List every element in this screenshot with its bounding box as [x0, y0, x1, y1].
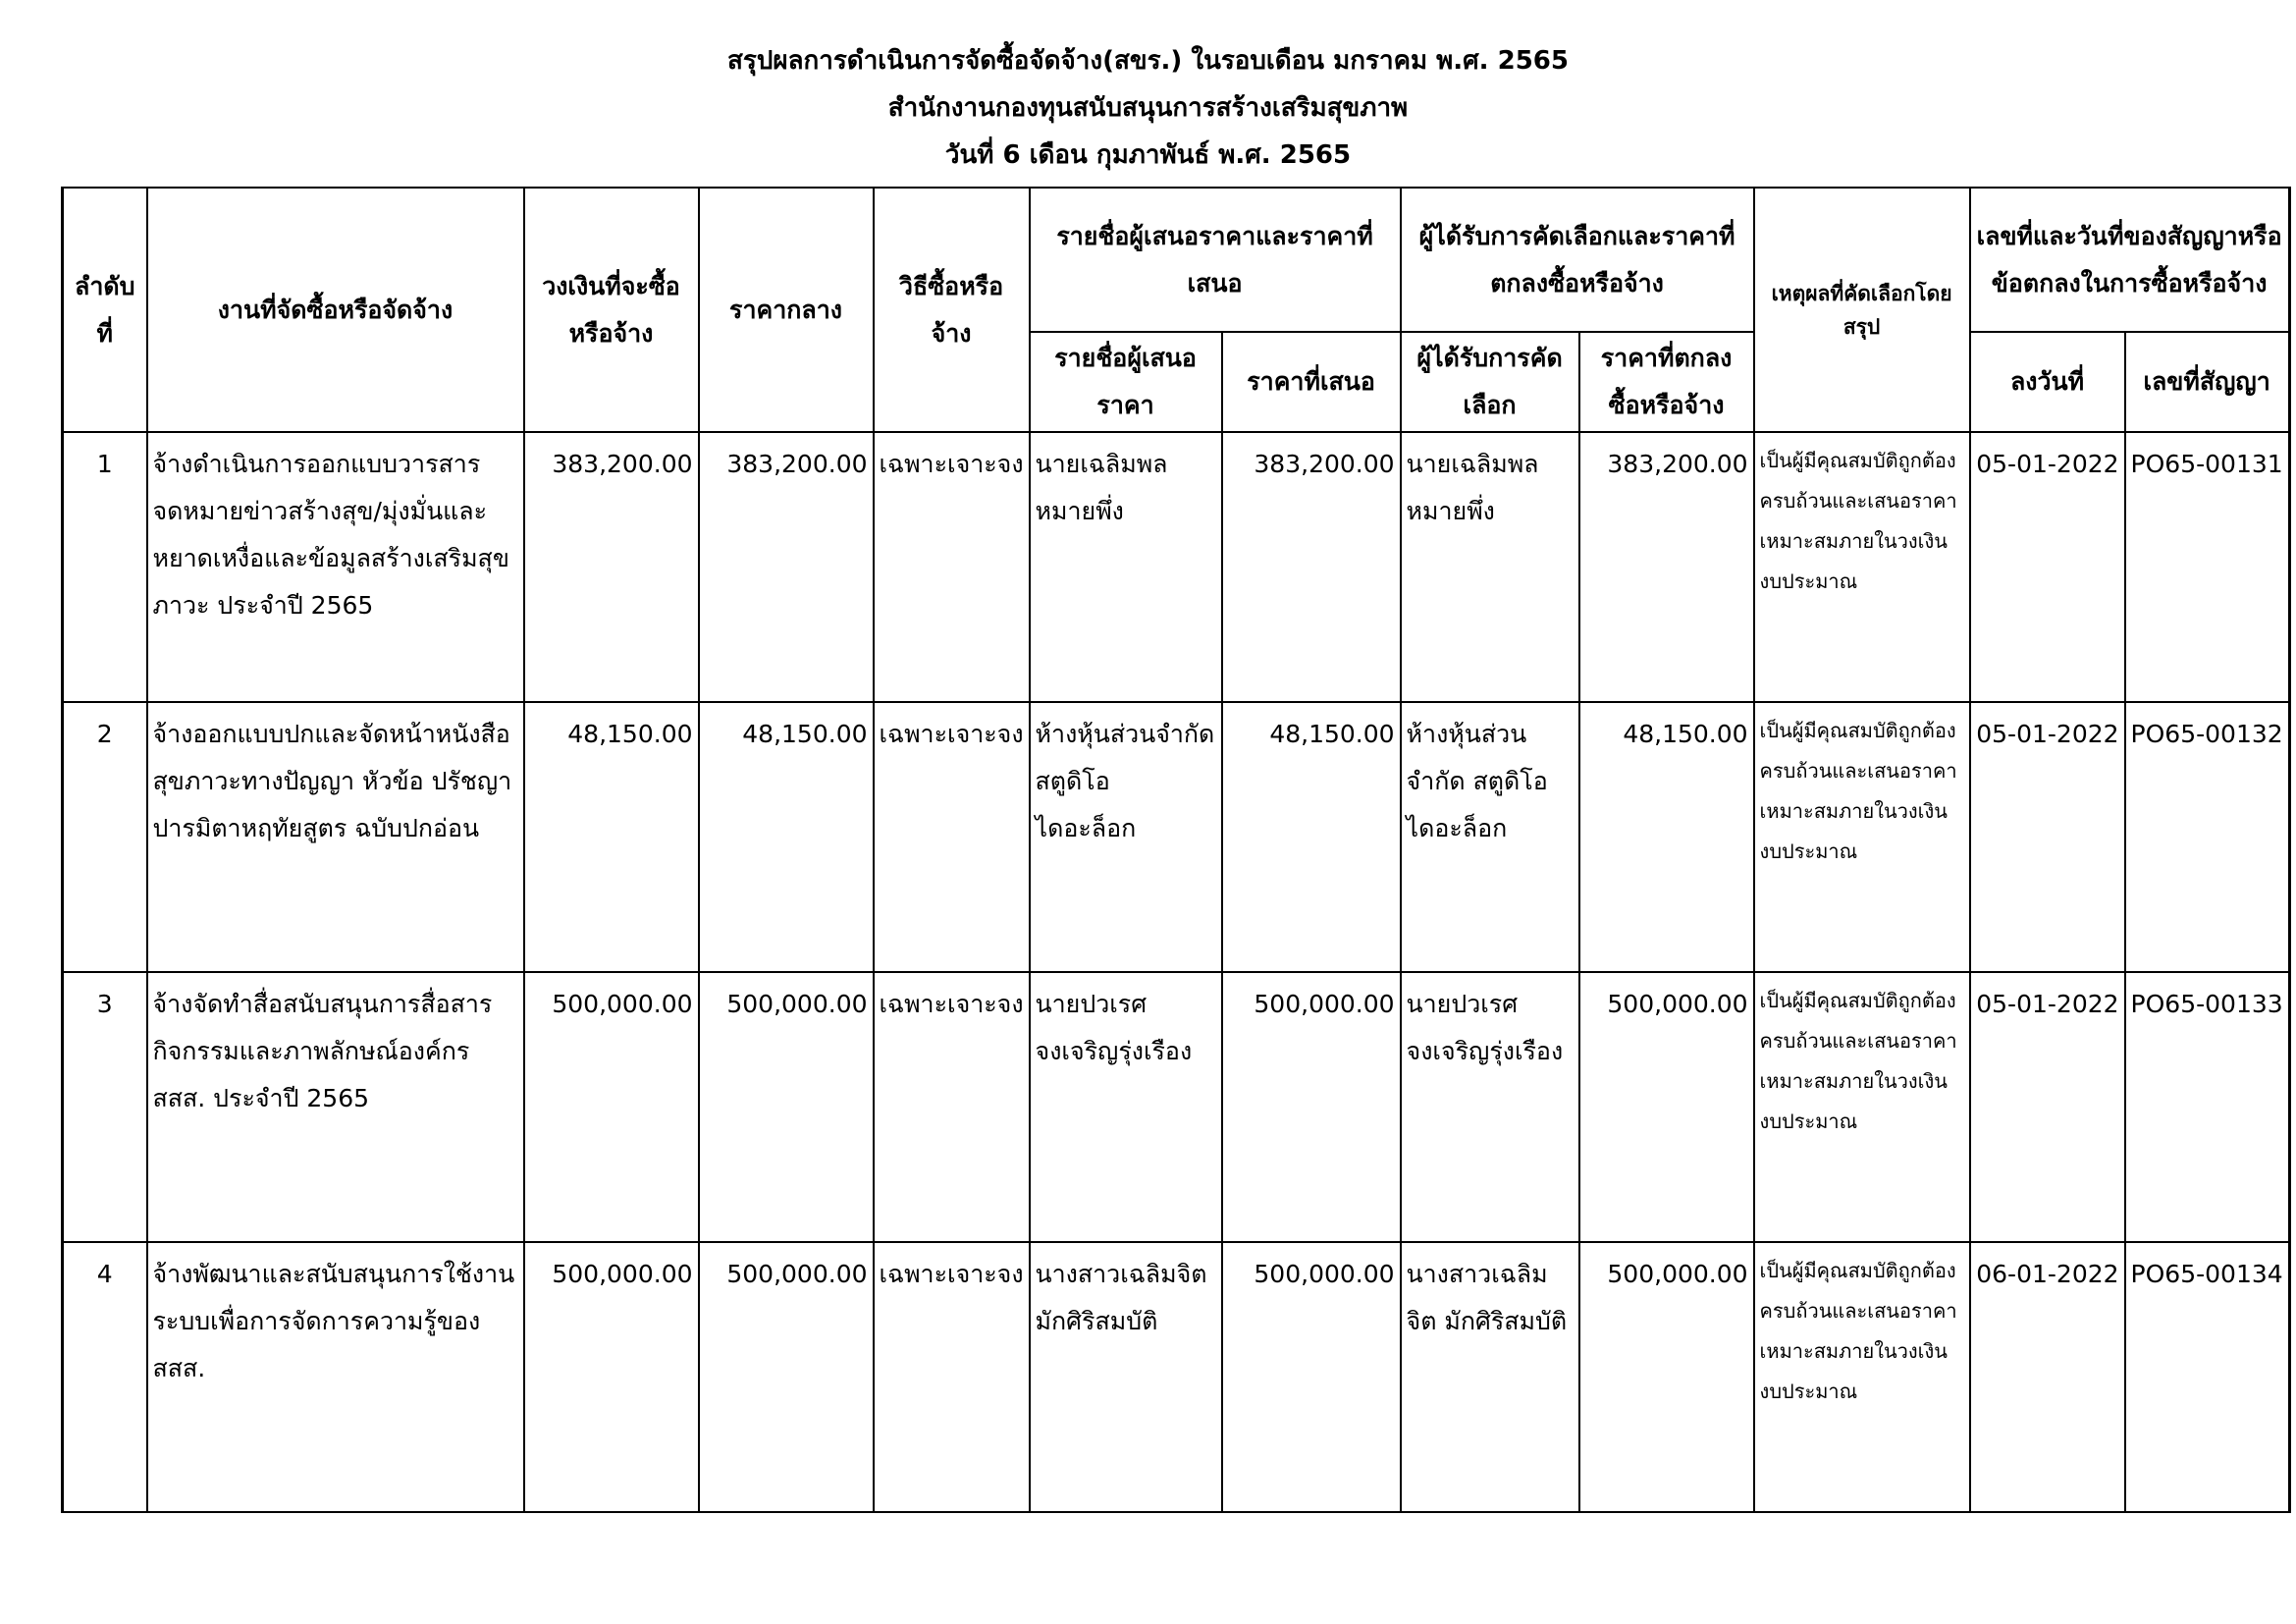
cell-selected-name: นางสาวเฉลิมจิต มักศิริสมบัติ — [1401, 1242, 1579, 1512]
cell-method: เฉพาะเจาะจง — [874, 432, 1030, 702]
cell-median-price: 500,000.00 — [699, 1242, 874, 1512]
table-body — [63, 432, 2290, 1512]
cell-work: จ้างดำเนินการออกแบบวารสารจดหมายข่าวสร้างสุข/มุ่งมั่นและหยาดเหงื่อและข้อมูลสร้างเสริมสุขภาวะ ประจำปี 2565 — [147, 432, 524, 702]
procurement-table — [61, 187, 2291, 1513]
cell-reason: เป็นผู้มีคุณสมบัติถูกต้องครบถ้วนและเสนอราคาเหมาะสมภายในวงเงินงบประมาณ — [1754, 972, 1970, 1242]
cell-bidder-name: ห้างหุ้นส่วนจำกัด สตูดิโอ ไดอะล็อก — [1030, 702, 1222, 972]
col-header-median-price: ราคากลาง — [699, 188, 874, 432]
cell-no: 1 — [63, 432, 147, 702]
cell-no: 4 — [63, 1242, 147, 1512]
cell-method: เฉพาะเจาะจง — [874, 972, 1030, 1242]
col-header-contract-no: เลขที่สัญญา — [2125, 332, 2290, 432]
cell-contract-date: 05-01-2022 — [1970, 702, 2125, 972]
cell-contract-no: PO65-00134 — [2125, 1242, 2290, 1512]
col-header-contract-group: เลขที่และวันที่ของสัญญาหรือข้อตกลงในการซื้อหรือจ้าง — [1970, 188, 2290, 332]
table-row — [63, 702, 2290, 972]
table-row — [63, 1242, 2290, 1512]
cell-bidder-name: นายเฉลิมพล หมายพึ่ง — [1030, 432, 1222, 702]
cell-agreed-price: 500,000.00 — [1579, 1242, 1754, 1512]
table-row — [63, 432, 2290, 702]
organization-name: สำนักงานกองทุนสนับสนุนการสร้างเสริมสุขภาพ — [887, 93, 1409, 123]
cell-agreed-price: 500,000.00 — [1579, 972, 1754, 1242]
cell-method: เฉพาะเจาะจง — [874, 702, 1030, 972]
cell-contract-date: 06-01-2022 — [1970, 1242, 2125, 1512]
cell-contract-no: PO65-00133 — [2125, 972, 2290, 1242]
cell-bid-price: 383,200.00 — [1222, 432, 1401, 702]
col-header-reason: เหตุผลที่คัดเลือกโดยสรุป — [1754, 188, 1970, 432]
cell-median-price: 500,000.00 — [699, 972, 874, 1242]
cell-budget: 500,000.00 — [524, 972, 699, 1242]
col-header-method: วิธีซื้อหรือจ้าง — [874, 188, 1030, 432]
cell-bid-price: 500,000.00 — [1222, 972, 1401, 1242]
col-header-budget: วงเงินที่จะซื้อหรือจ้าง — [524, 188, 699, 432]
col-header-contract-date: ลงวันที่ — [1970, 332, 2125, 432]
cell-no: 3 — [63, 972, 147, 1242]
document-header — [0, 37, 2296, 179]
document-title: สรุปผลการดำเนินการจัดซื้อจัดจ้าง(สขร.) ในรอบเดือน มกราคม พ.ศ. 2565 — [727, 46, 1569, 76]
cell-bid-price: 48,150.00 — [1222, 702, 1401, 972]
table-row — [63, 972, 2290, 1242]
cell-contract-no: PO65-00132 — [2125, 702, 2290, 972]
report-date: วันที่ 6 เดือน กุมภาพันธ์ พ.ศ. 2565 — [944, 140, 1352, 170]
col-header-agreed-price: ราคาที่ตกลงซื้อหรือจ้าง — [1579, 332, 1754, 432]
col-header-no: ลำดับที่ — [63, 188, 147, 432]
cell-work: จ้างออกแบบปกและจัดหน้าหนังสือสุขภาวะทางปัญญา หัวข้อ ปรัชญาปารมิตาหฤทัยสูตร ฉบับปกอ่อน — [147, 702, 524, 972]
cell-work: จ้างพัฒนาและสนับสนุนการใช้งานระบบเพื่อการจัดการความรู้ของ สสส. — [147, 1242, 524, 1512]
col-header-selected-group: ผู้ได้รับการคัดเลือกและราคาที่ตกลงซื้อหรือจ้าง — [1401, 188, 1754, 332]
cell-median-price: 383,200.00 — [699, 432, 874, 702]
cell-median-price: 48,150.00 — [699, 702, 874, 972]
cell-contract-date: 05-01-2022 — [1970, 432, 2125, 702]
cell-selected-name: ห้างหุ้นส่วนจำกัด สตูดิโอ ไดอะล็อก — [1401, 702, 1579, 972]
cell-agreed-price: 383,200.00 — [1579, 432, 1754, 702]
cell-bidder-name: นายปวเรศ จงเจริญรุ่งเรือง — [1030, 972, 1222, 1242]
cell-method: เฉพาะเจาะจง — [874, 1242, 1030, 1512]
cell-bidder-name: นางสาวเฉลิมจิต มักศิริสมบัติ — [1030, 1242, 1222, 1512]
cell-reason: เป็นผู้มีคุณสมบัติถูกต้องครบถ้วนและเสนอราคาเหมาะสมภายในวงเงินงบประมาณ — [1754, 432, 1970, 702]
cell-selected-name: นายปวเรศ จงเจริญรุ่งเรือง — [1401, 972, 1579, 1242]
cell-bid-price: 500,000.00 — [1222, 1242, 1401, 1512]
cell-reason: เป็นผู้มีคุณสมบัติถูกต้องครบถ้วนและเสนอราคาเหมาะสมภายในวงเงินงบประมาณ — [1754, 1242, 1970, 1512]
cell-contract-no: PO65-00131 — [2125, 432, 2290, 702]
table-header — [63, 188, 2290, 432]
cell-budget: 383,200.00 — [524, 432, 699, 702]
cell-work: จ้างจัดทำสื่อสนับสนุนการสื่อสารกิจกรรมและภาพลักษณ์องค์กร สสส. ประจำปี 2565 — [147, 972, 524, 1242]
cell-agreed-price: 48,150.00 — [1579, 702, 1754, 972]
cell-contract-date: 05-01-2022 — [1970, 972, 2125, 1242]
cell-no: 2 — [63, 702, 147, 972]
cell-budget: 500,000.00 — [524, 1242, 699, 1512]
col-header-bidder-name: รายชื่อผู้เสนอราคา — [1030, 332, 1222, 432]
col-header-work: งานที่จัดซื้อหรือจัดจ้าง — [147, 188, 524, 432]
col-header-selected-name: ผู้ได้รับการคัดเลือก — [1401, 332, 1579, 432]
cell-reason: เป็นผู้มีคุณสมบัติถูกต้องครบถ้วนและเสนอราคาเหมาะสมภายในวงเงินงบประมาณ — [1754, 702, 1970, 972]
col-header-bid-price: ราคาที่เสนอ — [1222, 332, 1401, 432]
col-header-bidders-group: รายชื่อผู้เสนอราคาและราคาที่เสนอ — [1030, 188, 1401, 332]
cell-budget: 48,150.00 — [524, 702, 699, 972]
cell-selected-name: นายเฉลิมพล หมายพึ่ง — [1401, 432, 1579, 702]
